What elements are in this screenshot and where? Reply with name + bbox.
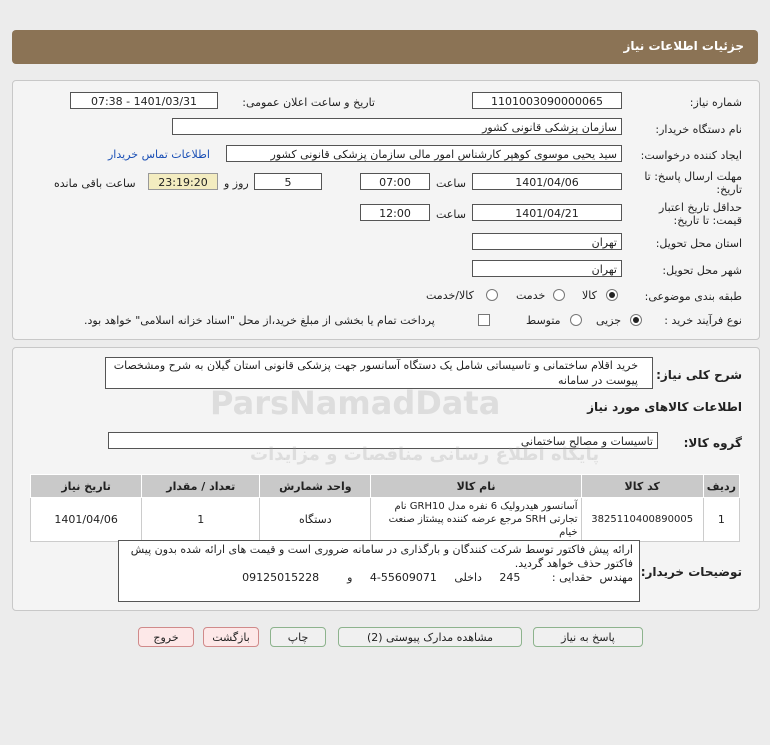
need-number-label: شماره نیاز: — [689, 96, 742, 109]
requester-field: سید یحیی موسوی کوهپر کارشناس امور مالی سازمان پزشکی قانونی کشور — [226, 145, 622, 162]
need-number-field: 1101003090000065 — [472, 92, 622, 109]
buyer-notes-label: توضیحات خریدار: — [640, 565, 742, 579]
requester-label: ایجاد کننده درخواست: — [640, 149, 742, 162]
category-goods-radio[interactable] — [606, 289, 618, 301]
unit-cell: دستگاه — [260, 498, 371, 542]
need-date-cell: 1401/04/06 — [31, 498, 142, 542]
quantity-cell: 1 — [142, 498, 260, 542]
col-code-header: کد کالا — [581, 475, 703, 498]
row-number-cell: 1 — [703, 498, 739, 542]
category-both-label: کالا/خدمت — [426, 289, 474, 302]
summary-textarea[interactable] — [105, 357, 653, 389]
reply-button[interactable]: پاسخ به نیاز — [533, 627, 643, 647]
remaining-label: ساعت باقی مانده — [54, 177, 136, 190]
col-qty-header: تعداد / مقدار — [142, 475, 260, 498]
process-medium-radio[interactable] — [570, 314, 582, 326]
goods-name-cell: آسانسور هیدرولیک 6 نفره مدل GRH10 نام تجارتی SRH مرجع عرضه کننده پیشتاز صنعت خیام — [371, 498, 581, 542]
col-name-header: نام کالا — [371, 475, 581, 498]
deadline-time-label: ساعت — [436, 177, 466, 190]
print-button[interactable]: چاپ — [270, 627, 326, 647]
buyer-org-label: نام دستگاه خریدار: — [655, 123, 742, 136]
treasury-payment-checkbox[interactable] — [478, 314, 490, 326]
process-minor-radio[interactable] — [630, 314, 642, 326]
title-bar — [12, 30, 758, 64]
category-goods-label: کالا — [582, 289, 597, 302]
validity-time-label: ساعت — [436, 208, 466, 221]
buyer-notes-line1: ارائه پیش فاکتور توسط شرکت کنندگان و بارگذاری در سامانه ضروری است و قیمت های ارائه شده بدون پیش فاکتور حذف خواهد گردید. — [130, 543, 633, 570]
watermark-tagline: پایگاه اطلاع رسانی مناقصات و مزایدات — [250, 444, 600, 465]
summary-text: خرید اقلام ساختمانی و تاسیساتی شامل یک دستگاه آسانسور جهت پزشکی قانونی استان گیلان به شرح ومشخصات پیوست در سامانه — [113, 359, 638, 387]
table-row — [31, 498, 740, 542]
goods-group-label: گروه کالا: — [683, 436, 742, 450]
exit-button[interactable]: خروج — [138, 627, 194, 647]
deadline-date-field: 1401/04/06 — [472, 173, 622, 190]
goods-code-cell: 3825110400890005 — [581, 498, 703, 542]
announce-field: 1401/03/31 - 07:38 — [70, 92, 218, 109]
process-minor-label: جزیی — [596, 314, 622, 327]
city-field: تهران — [472, 260, 622, 277]
deadline-time-field: 07:00 — [360, 173, 430, 190]
category-service-label: خدمت — [516, 289, 546, 302]
province-label: استان محل تحویل: — [655, 237, 742, 250]
summary-label: شرح کلی نیاز: — [656, 368, 742, 382]
process-label: نوع فرآیند خرید : — [664, 314, 742, 327]
category-both-radio[interactable] — [486, 289, 498, 301]
goods-table — [30, 474, 740, 542]
goods-table-header — [31, 475, 740, 498]
attachments-button[interactable]: مشاهده مدارک پیوستی (2) — [338, 627, 522, 647]
days-label: روز و — [224, 177, 249, 190]
city-label: شهر محل تحویل: — [662, 264, 742, 277]
province-field: تهران — [472, 233, 622, 250]
category-service-radio[interactable] — [553, 289, 565, 301]
buyer-notes-line2: مهندس حقدایی : 245 داخلی 55609071-4 و 09125015228 — [242, 571, 633, 584]
deadline-label: مهلت ارسال پاسخ: تا تاریخ: — [644, 170, 742, 196]
goods-group-field: تاسیسات و مصالح ساختمانی — [108, 432, 658, 449]
watermark-brand: ParsNamadData — [210, 384, 501, 422]
payment-note: پرداخت تمام یا بخشی از مبلغ خرید،از محل "اسناد خزانه اسلامی" خواهد بود. — [84, 314, 435, 327]
validity-label: حداقل تاریخ اعتبار قیمت: تا تاریخ: — [658, 201, 742, 227]
days-field: 5 — [254, 173, 322, 190]
announce-label: تاریخ و ساعت اعلان عمومی: — [242, 96, 375, 109]
contact-buyer-link[interactable]: اطلاعات تماس خریدار — [108, 148, 210, 161]
col-unit-header: واحد شمارش — [260, 475, 371, 498]
col-row-header: ردیف — [703, 475, 739, 498]
category-label: طبقه بندی موضوعی: — [644, 290, 742, 303]
buyer-org-field: سازمان پزشکی قانونی کشور — [172, 118, 622, 135]
goods-info-title: اطلاعات کالاهای مورد نیاز — [587, 400, 742, 414]
col-date-header: تاریخ نیاز — [31, 475, 142, 498]
remaining-time-field: 23:19:20 — [148, 173, 218, 190]
validity-date-field: 1401/04/21 — [472, 204, 622, 221]
validity-time-field: 12:00 — [360, 204, 430, 221]
process-medium-label: متوسط — [526, 314, 561, 327]
back-button[interactable]: بازگشت — [203, 627, 259, 647]
page-title: جزئیات اطلاعات نیاز — [623, 39, 744, 53]
buyer-notes-box — [118, 540, 640, 602]
